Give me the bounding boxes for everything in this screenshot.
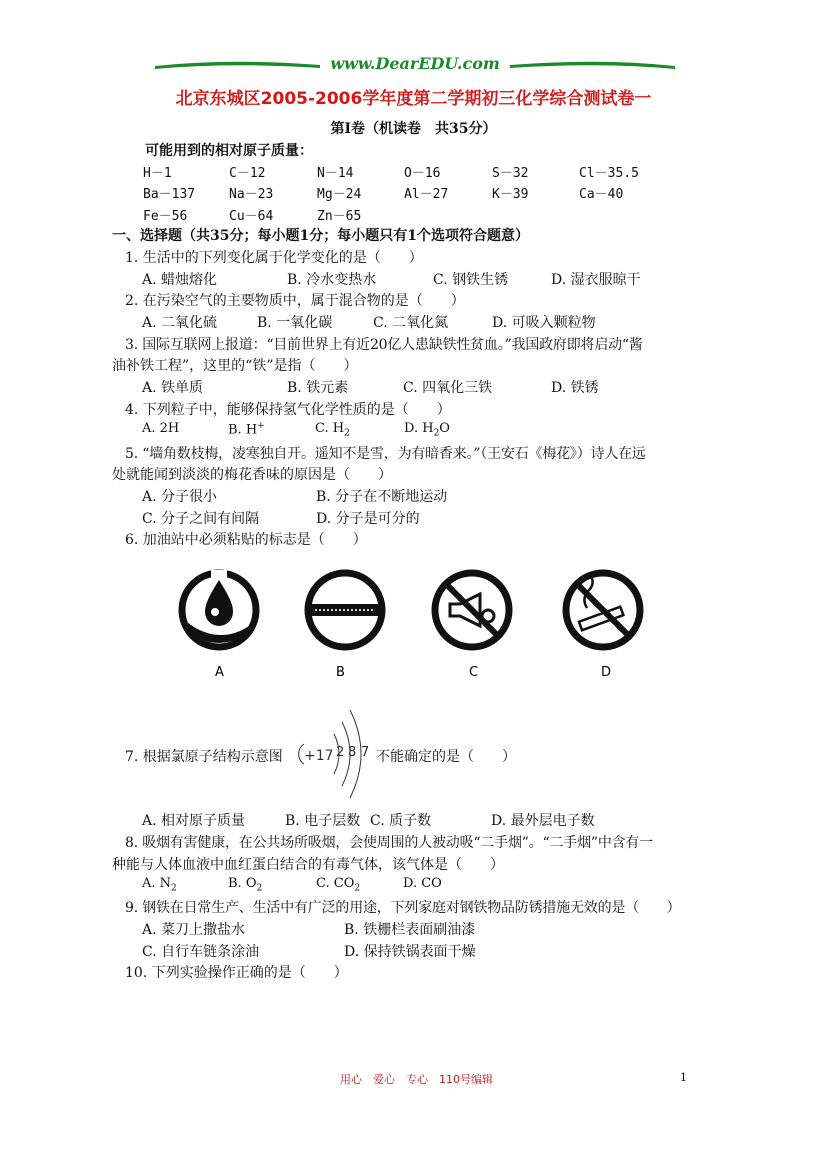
q8-option-c-text: C. CO bbox=[316, 876, 355, 891]
q4-option-c-text: C. H bbox=[315, 421, 345, 436]
q8-option-b-subscript: 2 bbox=[256, 883, 263, 894]
question-1-stem: 1. 生活中的下列变化属于化学变化的是（ ） bbox=[125, 250, 423, 266]
question-10-stem: 10. 下列实验操作正确的是（ ） bbox=[125, 965, 348, 981]
q5-option-a: A. 分子很小 bbox=[142, 489, 218, 505]
q5-option-c: C. 分子之间有间隔 bbox=[142, 511, 260, 527]
mass-o: O－16 bbox=[404, 166, 441, 181]
site-name[interactable]: www.DearEDU.com bbox=[330, 54, 500, 73]
mass-h: H－1 bbox=[143, 166, 172, 181]
q3-option-c: C. 四氧化三铁 bbox=[403, 380, 493, 396]
q5-option-d: D. 分子是可分的 bbox=[316, 511, 420, 527]
footer-text: 用心 爱心 专心 110号编辑 bbox=[340, 1073, 493, 1086]
q7-option-c: C. 质子数 bbox=[370, 813, 432, 829]
q4-option-c bbox=[315, 421, 350, 439]
q1-option-b: B. 冷水变热水 bbox=[287, 272, 377, 288]
question-8-line-2: 种能与人体血液中血红蛋白结合的有毒气体，该气体是（ ） bbox=[112, 857, 504, 873]
atomic-masses-label: 可能用到的相对原子质量： bbox=[145, 143, 313, 159]
q8-option-d: D. CO bbox=[403, 876, 442, 891]
safety-signs-figure bbox=[175, 568, 645, 683]
q4-option-b-charge: + bbox=[257, 421, 265, 431]
part-title: 第Ⅰ卷（机读卷 共35分） bbox=[330, 121, 497, 137]
q3-option-b: B. 铁元素 bbox=[287, 380, 349, 396]
atom-shell-3-count: 7 bbox=[361, 745, 370, 760]
mass-ba: Ba－137 bbox=[143, 187, 196, 202]
question-8-line-1: 8. 吸烟有害健康，在公共场所吸烟，会使周围的人被动吸“二手烟”。“二手烟”中含有一 bbox=[125, 835, 654, 851]
mass-k: K－39 bbox=[492, 187, 529, 202]
mass-zn: Zn－65 bbox=[317, 209, 362, 224]
q2-option-a: A. 二氧化硫 bbox=[142, 315, 218, 331]
question-7-stem-before: 7. 根据氯原子结构示意图 bbox=[125, 749, 283, 765]
q7-option-d: D. 最外层电子数 bbox=[491, 813, 595, 829]
document-title: 北京东城区2005-2006学年度第二学期初三化学综合测试卷一 bbox=[175, 89, 652, 109]
question-6-stem: 6. 加油站中必须粘贴的标志是（ ） bbox=[125, 532, 367, 548]
mass-ca: Ca－40 bbox=[579, 187, 624, 202]
question-3-line-1: 3. 国际互联网上报道：“目前世界上有近20亿人患缺铁性贫血。”我国政府即将启动“酱 bbox=[125, 337, 643, 353]
q4-option-d-tail: O bbox=[439, 421, 450, 436]
q1-option-c: C. 钢铁生锈 bbox=[433, 272, 509, 288]
q2-option-d: D. 可吸入颗粒物 bbox=[492, 315, 596, 331]
sign-label-c: C bbox=[469, 665, 479, 680]
sign-label-b: B bbox=[336, 665, 345, 680]
sign-a-oil-icon bbox=[182, 570, 256, 647]
q4-option-d-subscript: 2 bbox=[433, 428, 440, 439]
q7-option-a: A. 相对原子质量 bbox=[142, 813, 246, 829]
q3-option-d: D. 铁锈 bbox=[551, 380, 599, 396]
mass-al: Al－27 bbox=[404, 187, 449, 202]
q4-option-b-text: B. H bbox=[228, 422, 258, 438]
q8-option-a bbox=[142, 876, 177, 894]
atom-shell-2-count: 8 bbox=[348, 745, 357, 760]
question-2-stem: 2. 在污染空气的主要物质中，属于混合物的是（ ） bbox=[125, 293, 465, 309]
section-heading: 一、选择题（共35分；每小题1分；每小题只有1个选项符合题意） bbox=[112, 228, 529, 244]
q8-option-a-text: A. N bbox=[142, 876, 172, 891]
mass-cl: Cl－35.5 bbox=[579, 166, 639, 181]
sign-b-no-entry-icon bbox=[308, 573, 382, 647]
q9-option-d: D. 保持铁锅表面干燥 bbox=[344, 944, 476, 960]
mass-na: Na－23 bbox=[229, 187, 274, 202]
sign-d-no-smoking-icon bbox=[566, 573, 640, 647]
q1-option-a: A. 蜡烛熔化 bbox=[142, 272, 218, 288]
q4-option-a: A. 2H bbox=[142, 421, 180, 436]
mass-c: C－12 bbox=[229, 166, 266, 181]
q8-option-b bbox=[228, 876, 262, 894]
mass-cu: Cu－64 bbox=[229, 209, 274, 224]
mass-fe: Fe－56 bbox=[143, 209, 188, 224]
q7-option-b: B. 电子层数 bbox=[285, 813, 361, 829]
sign-c-no-horn-icon bbox=[435, 573, 509, 647]
question-4-stem: 4. 下列粒子中，能够保持氢气化学性质的是（ ） bbox=[125, 402, 451, 418]
chlorine-atom-diagram bbox=[298, 706, 376, 802]
page-number: 1 bbox=[680, 1071, 687, 1084]
q3-option-a: A. 铁单质 bbox=[142, 380, 204, 396]
mass-n: N－14 bbox=[317, 166, 354, 181]
question-9-stem: 9. 钢铁在日常生产、生活中有广泛的用途，下列家庭对钢铁物品防锈措施无效的是（ ） bbox=[125, 900, 681, 916]
atom-nucleus-charge: +17 bbox=[304, 748, 334, 764]
q8-option-c-subscript: 2 bbox=[354, 883, 361, 894]
q9-option-a: A. 菜刀上撒盐水 bbox=[142, 922, 246, 938]
q4-option-d bbox=[404, 421, 450, 439]
sign-label-d: D bbox=[601, 665, 612, 680]
question-5-line-2: 处就能闻到淡淡的梅花香味的原因是（ ） bbox=[112, 467, 392, 483]
sign-label-a: A bbox=[215, 665, 224, 680]
question-5-line-1: 5. “墙角数枝梅，凌寒独自开。遥知不是雪，为有暗香来。”（王安石《梅花》）诗人在远 bbox=[125, 446, 646, 462]
atom-shell-1-count: 2 bbox=[336, 745, 345, 760]
q9-option-c: C. 自行车链条涂油 bbox=[142, 944, 260, 960]
question-7-stem-after: 不能确定的是（ ） bbox=[376, 749, 516, 765]
mass-mg: Mg－24 bbox=[317, 187, 362, 202]
q9-option-b: B. 铁栅栏表面刷油漆 bbox=[344, 922, 476, 938]
q8-option-c bbox=[316, 876, 360, 894]
q2-option-c: C. 二氧化氮 bbox=[373, 315, 449, 331]
q8-option-a-subscript: 2 bbox=[171, 883, 177, 894]
question-3-line-2: 油补铁工程”，这里的“铁”是指（ ） bbox=[112, 358, 358, 374]
q4-option-d-text: D. H bbox=[404, 421, 434, 436]
q2-option-b: B. 一氧化碳 bbox=[257, 315, 333, 331]
mass-s: S－32 bbox=[492, 166, 529, 181]
q4-option-b bbox=[228, 421, 265, 437]
q1-option-d: D. 湿衣服晾干 bbox=[551, 272, 641, 288]
site-header bbox=[150, 52, 680, 82]
q5-option-b: B. 分子在不断地运动 bbox=[316, 489, 448, 505]
q8-option-b-text: B. O bbox=[228, 876, 257, 891]
q4-option-c-subscript: 2 bbox=[344, 428, 350, 439]
